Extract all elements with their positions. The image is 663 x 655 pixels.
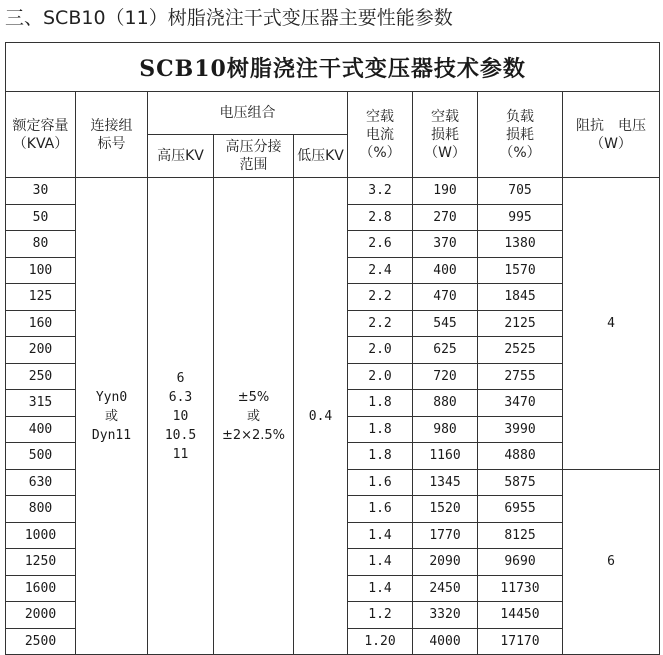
cell-connection-group <box>76 178 148 655</box>
cell-no-load-loss: 270 <box>413 204 478 231</box>
cell-capacity: 160 <box>6 310 76 337</box>
cell-no-load-loss: 1345 <box>413 469 478 496</box>
cell-no-load-loss: 3320 <box>413 602 478 629</box>
header-no-load-current-line2: 电流 <box>366 126 394 143</box>
transformer-parameter-table <box>5 42 660 655</box>
header-tap-range-line2: 范围 <box>239 157 268 173</box>
cell-load-loss: 2755 <box>478 363 563 390</box>
header-load-loss-line1: 负载 <box>506 108 534 125</box>
cell-load-loss: 14450 <box>478 602 563 629</box>
cell-no-load-loss: 880 <box>413 390 478 417</box>
cell-capacity: 1600 <box>6 575 76 602</box>
cell-no-load-current: 1.6 <box>348 496 413 523</box>
header-load-loss <box>478 92 563 178</box>
page-heading: 三、SCB10（11）树脂浇注干式变压器主要性能参数 <box>5 7 453 29</box>
header-hv: 高压KV <box>148 135 214 178</box>
cell-no-load-loss: 1770 <box>413 522 478 549</box>
cell-no-load-current: 1.8 <box>348 416 413 443</box>
header-lv: 低压KV <box>294 135 348 178</box>
cell-load-loss: 3470 <box>478 390 563 417</box>
cell-load-loss: 705 <box>478 178 563 205</box>
cell-no-load-loss: 1160 <box>413 443 478 470</box>
cell-load-loss: 11730 <box>478 575 563 602</box>
cell-load-loss: 4880 <box>478 443 563 470</box>
cell-load-loss: 17170 <box>478 628 563 655</box>
header-connection-line2: 标号 <box>97 135 126 152</box>
header-no-load-loss-line3: （W） <box>424 144 466 161</box>
cell-load-loss: 1380 <box>478 231 563 258</box>
cell-no-load-loss: 720 <box>413 363 478 390</box>
header-tap-range-line1: 高压分接 <box>225 139 282 155</box>
cell-no-load-loss: 625 <box>413 337 478 364</box>
header-no-load-current <box>348 92 413 178</box>
cell-no-load-loss: 2450 <box>413 575 478 602</box>
cell-no-load-loss: 370 <box>413 231 478 258</box>
hv-value: 11 <box>172 446 189 462</box>
cell-capacity: 2500 <box>6 628 76 655</box>
cell-capacity: 1000 <box>6 522 76 549</box>
cell-no-load-current: 2.4 <box>348 257 413 284</box>
table-body <box>6 178 660 655</box>
cell-no-load-loss: 980 <box>413 416 478 443</box>
header-no-load-current-line3: （%） <box>359 144 401 161</box>
cell-capacity: 1250 <box>6 549 76 576</box>
cell-capacity: 50 <box>6 204 76 231</box>
header-capacity <box>6 92 76 178</box>
header-connection-line1: 连接组 <box>90 117 133 134</box>
header-capacity-line1: 额定容量 <box>12 117 69 134</box>
cell-load-loss: 1845 <box>478 284 563 311</box>
hv-value: 6 <box>176 370 185 386</box>
connection-line: 或 <box>104 408 118 424</box>
cell-capacity: 125 <box>6 284 76 311</box>
cell-capacity: 250 <box>6 363 76 390</box>
cell-no-load-current: 2.8 <box>348 204 413 231</box>
cell-load-loss: 995 <box>478 204 563 231</box>
cell-load-loss: 1570 <box>478 257 563 284</box>
cell-load-loss: 2125 <box>478 310 563 337</box>
cell-no-load-loss: 190 <box>413 178 478 205</box>
cell-capacity: 80 <box>6 231 76 258</box>
connection-line: Dyn11 <box>91 427 132 443</box>
header-impedance <box>563 92 660 178</box>
table-row <box>6 178 660 205</box>
hv-value: 10.5 <box>164 427 197 443</box>
header-capacity-line2: （KVA） <box>12 135 69 152</box>
cell-impedance-group2: 6 <box>563 469 660 655</box>
cell-no-load-current: 2.0 <box>348 337 413 364</box>
table-title: SCB10树脂浇注干式变压器技术参数 <box>6 43 660 92</box>
cell-capacity: 200 <box>6 337 76 364</box>
cell-impedance-group1: 4 <box>563 178 660 470</box>
cell-capacity: 100 <box>6 257 76 284</box>
cell-load-loss: 3990 <box>478 416 563 443</box>
cell-no-load-current: 2.2 <box>348 284 413 311</box>
hv-value: 10 <box>172 408 189 424</box>
header-tap-range <box>214 135 294 178</box>
cell-no-load-current: 1.8 <box>348 443 413 470</box>
cell-capacity: 800 <box>6 496 76 523</box>
header-impedance-line1: 阻抗 电压 <box>576 117 647 134</box>
cell-no-load-current: 1.2 <box>348 602 413 629</box>
cell-capacity: 2000 <box>6 602 76 629</box>
cell-no-load-current: 2.0 <box>348 363 413 390</box>
cell-no-load-current: 1.4 <box>348 549 413 576</box>
cell-no-load-loss: 1520 <box>413 496 478 523</box>
header-no-load-current-line1: 空载 <box>366 108 394 125</box>
cell-no-load-loss: 4000 <box>413 628 478 655</box>
cell-capacity: 500 <box>6 443 76 470</box>
header-no-load-loss <box>413 92 478 178</box>
cell-no-load-current: 1.4 <box>348 522 413 549</box>
tap-line: ±2×2.5% <box>221 427 286 443</box>
cell-no-load-current: 3.2 <box>348 178 413 205</box>
header-voltage-group: 电压组合 <box>148 92 348 135</box>
cell-load-loss: 6955 <box>478 496 563 523</box>
cell-lv-value: 0.4 <box>294 178 348 655</box>
cell-no-load-current: 1.8 <box>348 390 413 417</box>
cell-capacity: 630 <box>6 469 76 496</box>
tap-line: ±5% <box>237 389 270 405</box>
cell-load-loss: 8125 <box>478 522 563 549</box>
cell-no-load-current: 1.4 <box>348 575 413 602</box>
cell-no-load-current: 1.6 <box>348 469 413 496</box>
cell-no-load-current: 1.20 <box>348 628 413 655</box>
cell-load-loss: 2525 <box>478 337 563 364</box>
cell-capacity: 400 <box>6 416 76 443</box>
header-no-load-loss-line2: 损耗 <box>431 126 459 143</box>
cell-no-load-loss: 2090 <box>413 549 478 576</box>
cell-no-load-current: 2.6 <box>348 231 413 258</box>
cell-capacity: 315 <box>6 390 76 417</box>
cell-no-load-loss: 545 <box>413 310 478 337</box>
tap-line: 或 <box>246 408 260 424</box>
cell-no-load-current: 2.2 <box>348 310 413 337</box>
cell-hv-values <box>148 178 214 655</box>
header-no-load-loss-line1: 空载 <box>431 108 459 125</box>
cell-capacity: 30 <box>6 178 76 205</box>
header-impedance-line2: （W） <box>590 135 632 152</box>
header-load-loss-line2: 损耗 <box>506 126 534 143</box>
header-connection <box>76 92 148 178</box>
cell-no-load-loss: 470 <box>413 284 478 311</box>
cell-tap-range <box>214 178 294 655</box>
cell-no-load-loss: 400 <box>413 257 478 284</box>
cell-load-loss: 5875 <box>478 469 563 496</box>
header-load-loss-line3: （%） <box>499 144 541 161</box>
cell-load-loss: 9690 <box>478 549 563 576</box>
hv-value: 6.3 <box>168 389 193 405</box>
connection-line: Yyn0 <box>95 389 128 405</box>
